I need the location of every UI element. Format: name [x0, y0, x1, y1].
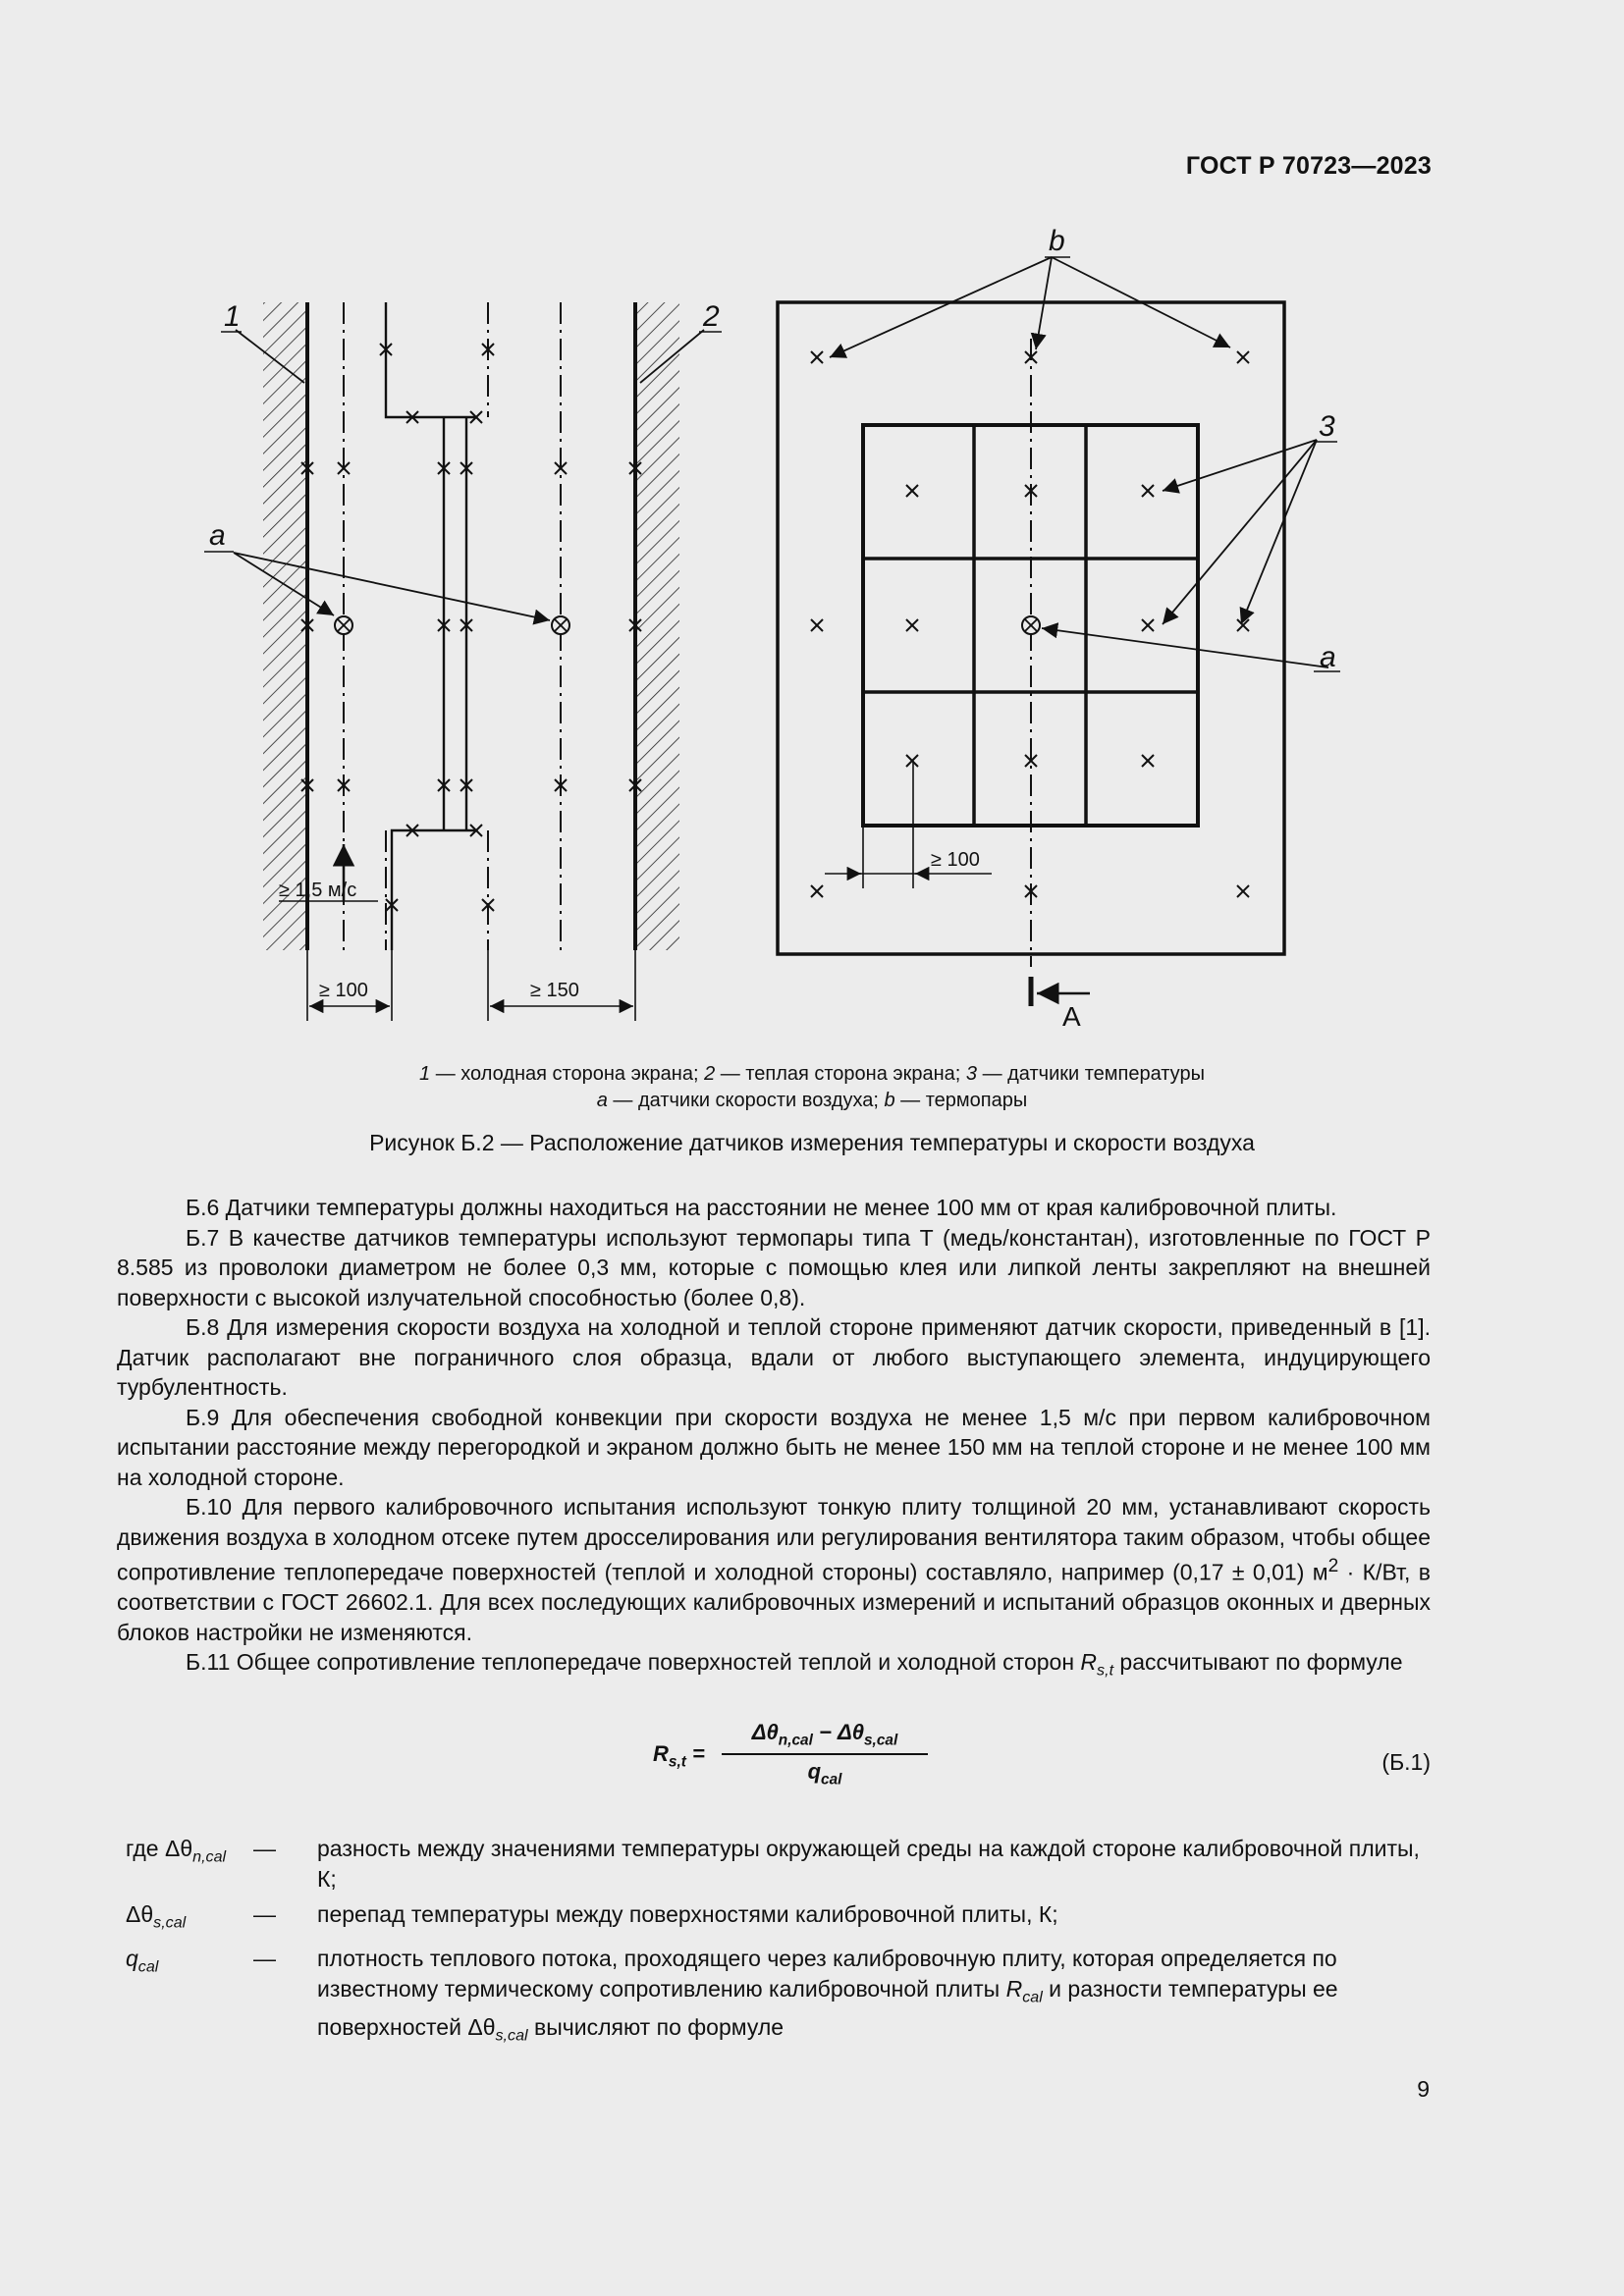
definition-text: разность между значениями температуры окружающей среды на каждой стороне калибровочной плиты, К;	[317, 1836, 1420, 1892]
dim-150: ≥ 150	[530, 980, 579, 1001]
thermocouple	[1237, 885, 1249, 897]
paragraph-b10	[117, 1492, 1431, 1647]
velocity-label: ≥ 1,5 м/с	[279, 880, 357, 901]
left-section-view	[263, 302, 679, 950]
legend-n1: 1	[419, 1063, 431, 1085]
dim-100-left: ≥ 100	[319, 980, 368, 1001]
cold-screen-hatch	[263, 302, 307, 950]
paragraph-b7: Б.7 В качестве датчиков температуры используют термопары типа Т (медь/константан), изготовленные по ГОСТ Р 8.585 из проволоки диаметром не более 0,3 мм, которые с помощью клея или липкой ленты закрепляют на внешней поверхности с высокой излучательной способностью (более 0,8).	[117, 1224, 1431, 1310]
legend-na: a	[596, 1090, 608, 1111]
thermocouple	[906, 755, 918, 767]
paragraph-b6: Б.6 Датчики температуры должны находиться на расстоянии не менее 100 мм от края калибровочной плиты.	[186, 1195, 1337, 1220]
document-code: ГОСТ Р 70723—2023	[1185, 152, 1432, 180]
figure-legend-line1	[0, 1063, 1624, 1086]
definition-row	[126, 1899, 1432, 1938]
left-sensors	[301, 344, 641, 911]
legend-t2: — теплая сторона экрана;	[715, 1063, 966, 1085]
thermocouple	[906, 485, 918, 497]
definition-dash: —	[253, 1901, 276, 1927]
leader-lines	[234, 257, 1328, 901]
body-text	[117, 1193, 1431, 1685]
b10-superscript: 2	[1327, 1556, 1339, 1576]
section-label-a: A	[1062, 1001, 1081, 1032]
definition-symbol: где $\Delta\theta_{n,cal}$	[126, 1836, 227, 1866]
legend-ta: — датчики скорости воздуха;	[607, 1090, 885, 1111]
label-a-left: a	[209, 519, 226, 552]
formula-denominator: $q_{cal}$	[807, 1759, 842, 1789]
formula-numerator: $\Delta\theta_{n,cal} - \Delta\theta_{s,cal}$	[722, 1720, 928, 1755]
thermocouple	[1142, 485, 1154, 497]
definition-row	[126, 1944, 1432, 2051]
thermocouple	[811, 351, 823, 363]
definitions-list	[126, 1834, 1432, 2056]
b11-text-a: Б.11 Общее сопротивление теплопередаче поверхностей теплой и холодной сторон	[186, 1649, 1081, 1676]
figure-legend-line2	[0, 1090, 1624, 1112]
formula-lhs: $R_{s,t}$ =	[653, 1741, 705, 1771]
label-1: 1	[224, 300, 241, 333]
label-a-right: a	[1320, 641, 1336, 673]
label-3: 3	[1319, 410, 1335, 443]
page-number: 9	[1417, 2076, 1430, 2102]
thermocouple	[1237, 351, 1249, 363]
definition-dash: —	[253, 1836, 276, 1861]
equation-number: (Б.1)	[1381, 1749, 1431, 1775]
thermocouple	[811, 885, 823, 897]
b11-subscript: s,t	[1097, 1661, 1114, 1680]
thermocouple	[811, 619, 823, 631]
specimen-frame-top	[386, 302, 476, 417]
warm-screen-hatch	[635, 302, 679, 950]
definition-symbol: $q_{cal}$	[126, 1946, 159, 1976]
legend-nb: b	[884, 1090, 895, 1111]
label-b: b	[1049, 225, 1065, 257]
legend-n2: 2	[704, 1063, 716, 1085]
definition-text: плотность теплового потока, проходящего через калибровочную плиту, которая определяется по известному термическому сопротивлению калибровочной плиты $R_{cal}$ и разности температуры ее поверхностей $\Delta\theta_{s,cal}$ вычисляют по формуле	[317, 1946, 1338, 2045]
dim-100-right: ≥ 100	[931, 849, 980, 871]
paragraph-b11	[117, 1647, 1431, 1685]
formula-fraction	[722, 1720, 928, 1789]
legend-t1: — холодная сторона экрана;	[430, 1063, 705, 1085]
b11-text-b: рассчитывают по формуле	[1113, 1649, 1403, 1676]
definition-text: перепад температуры между поверхностями калибровочной плиты, К;	[317, 1901, 1058, 1927]
figure-labels	[204, 225, 1340, 1032]
velocity-sensor	[1022, 616, 1040, 634]
legend-tb: — термопары	[894, 1090, 1028, 1111]
definition-row	[126, 1834, 1432, 1894]
figure-b2	[0, 0, 1624, 1060]
paragraph-b9: Б.9 Для обеспечения свободной конвекции при скорости воздуха не менее 1,5 м/с при первом калибровочном испытании расстояние между перегородкой и экраном должно быть не менее 150 мм на теплой стороне и не менее 100 мм на холодной стороне.	[117, 1404, 1431, 1490]
b10-text-a: Б.10 Для первого калибровочного испытания используют тонкую плиту толщиной 20 мм, устанавливают скорость движения воздуха в холодном отсеке путем дросселирования или регулирования вентилятора таким образом, чтобы общее сопротивление теплопередаче поверхностей (теплой и холодной стороны) составляло, например (0,17 ± 0,01) м	[117, 1494, 1431, 1585]
label-2: 2	[703, 300, 720, 333]
thermocouple	[906, 619, 918, 631]
figure-caption: Рисунок Б.2 — Расположение датчиков измерения температуры и скорости воздуха	[369, 1130, 1255, 1155]
velocity-sensor	[335, 616, 352, 634]
definition-dash: —	[253, 1946, 276, 1972]
thermocouple	[1142, 755, 1154, 767]
thermocouple	[1142, 619, 1154, 631]
specimen-frame-bottom	[392, 830, 476, 950]
definition-symbol: $\Delta\theta_{s,cal}$	[126, 1901, 187, 1932]
velocity-sensor	[552, 616, 569, 634]
paragraph-b8: Б.8 Для измерения скорости воздуха на холодной и теплой стороне применяют датчик скорости, приведенный в [1]. Датчик располагают вне пограничного слоя образца, вдали от любого выступающего элемента, индуцирующего турбулентность.	[117, 1314, 1431, 1400]
legend-n3: 3	[965, 1063, 978, 1085]
b11-symbol: R	[1080, 1649, 1098, 1676]
b10-text-b: · К/Вт, в соответствии с ГОСТ 26602.1. Для всех последующих калибровочных измерений и испытаний образцов оконных и дверных блоков настройки не изменяются.	[117, 1559, 1432, 1645]
legend-t3: — датчики температуры	[977, 1063, 1205, 1085]
